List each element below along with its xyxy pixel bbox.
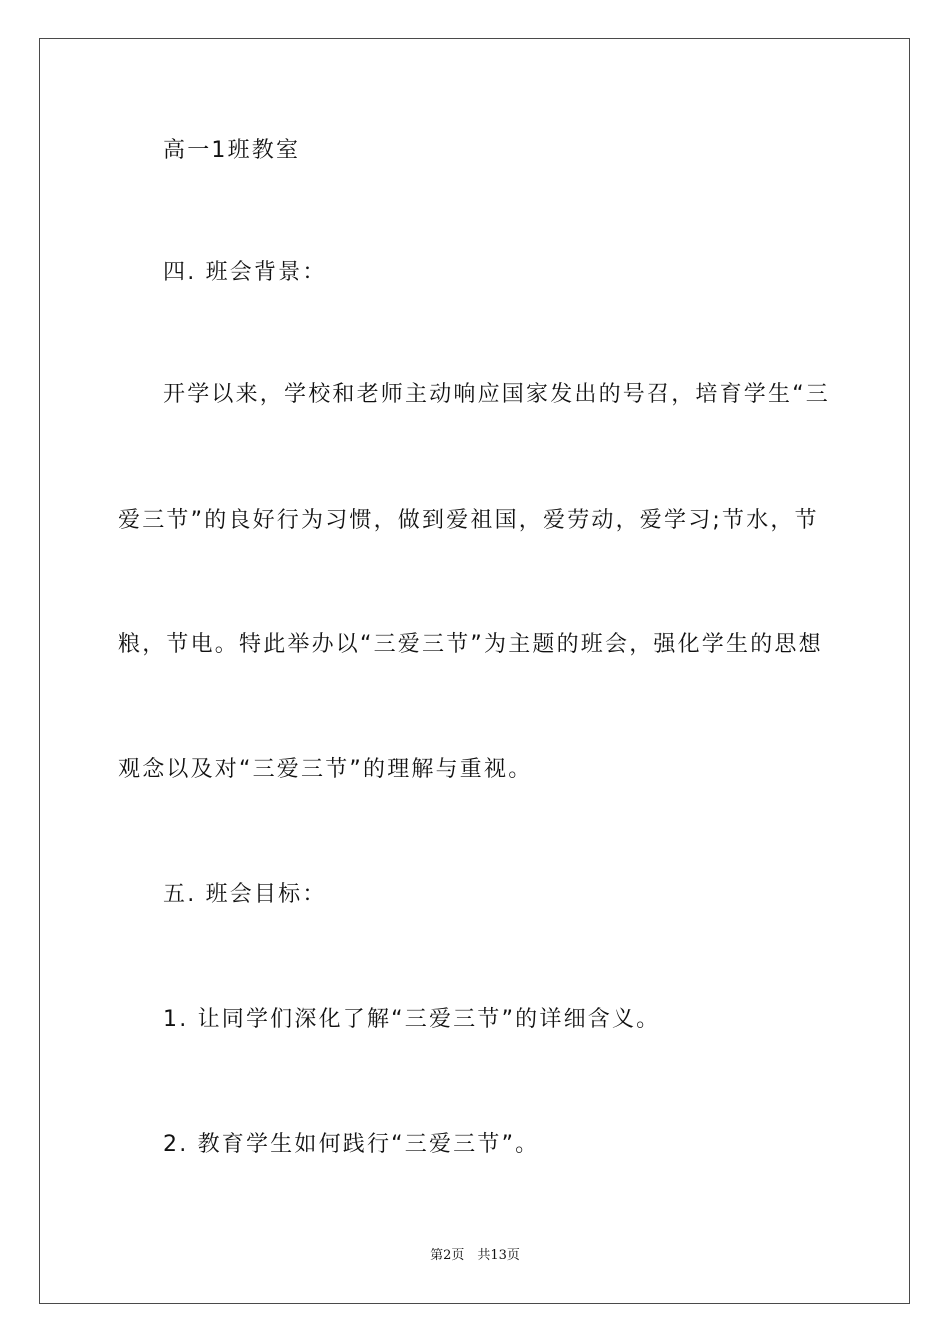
- background-paragraph-line-3: 粮，节电。特此举办以“三爱三节”为主题的班会，强化学生的思想: [118, 632, 823, 657]
- background-paragraph-line-1: 开学以来，学校和老师主动响应国家发出的号召，培育学生“三: [163, 382, 830, 407]
- page-border: [39, 38, 910, 1304]
- goal-item-1: 1. 让同学们深化了解“三爱三节”的详细含义。: [163, 1007, 661, 1032]
- location-text: 高一1班教室: [163, 138, 301, 163]
- background-paragraph-line-2: 爱三节”的良好行为习惯，做到爱祖国，爱劳动，爱学习;节水，节: [118, 508, 819, 533]
- section-heading-background: 四. 班会背景：: [163, 260, 327, 285]
- goal-item-2: 2. 教育学生如何践行“三爱三节”。: [163, 1132, 540, 1157]
- section-heading-goals: 五. 班会目标：: [163, 882, 327, 907]
- page-number-footer: 第2页 共13页: [430, 1248, 520, 1263]
- background-paragraph-line-4: 观念以及对“三爱三节”的理解与重视。: [118, 757, 533, 782]
